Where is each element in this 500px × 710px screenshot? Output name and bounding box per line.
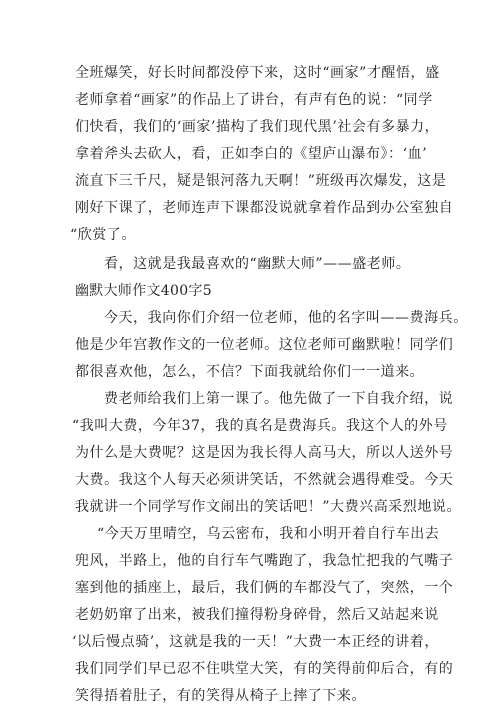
- text-line: 我就讲一个同学写作文闹出的笑话吧！”大费兴高采烈地说。: [75, 499, 462, 515]
- text-line: 们快看，我们的‘画家’描构了我们现代黑’社会有多暴力，: [75, 119, 440, 135]
- text-line: 刚好下课了，老师连声下课都没说就拿着作品到办公室独自: [75, 200, 454, 216]
- text-line: 老师拿着“画家”的作品上了讲台，有声有色的说：“同学: [75, 92, 433, 108]
- text-line: “今天万里晴空，乌云密布，我和小明开着自行车出去: [97, 526, 440, 542]
- text-line: 我们同学们早已忍不住哄堂大笑，有的笑得前仰后合，有的: [75, 661, 454, 677]
- text-line: 为什么是大费呢？这是因为我长得人高马大，所以人送外号: [75, 445, 454, 461]
- text-line: ‘以后慢点骑’，这就是我的一天！”大费一本正经的讲着，: [72, 634, 439, 650]
- text-line: 老奶奶窜了出来，被我们撞得粉身碎骨，然后又站起来说: [75, 607, 439, 623]
- text-line: 费老师给我们上第一课了。他先做了一下自我介绍，说: [104, 391, 454, 407]
- text-line: 塞到他的插座上，最后，我们俩的车都没气了，突然，一个: [75, 580, 454, 596]
- text-line: 今天，我向你们介绍一位老师，他的名字叫——费海兵。: [104, 310, 468, 326]
- text-line: 大费。我这个人每天必须讲笑话，不然就会遇得难受。今天: [75, 472, 454, 488]
- section-heading: 幽默大师作文400字5: [75, 283, 212, 299]
- text-line: 都很喜欢他，怎么，不信？下面我就给你们一一道来。: [75, 364, 425, 380]
- text-line: “欣赏了。: [70, 227, 136, 243]
- text-line: 笑得捂着肚子，有的笑得从椅子上摔了下来。: [75, 688, 366, 704]
- text-line: 全班爆笑，好长时间都没停下来，这时“画家”才醒悟，盛: [75, 65, 440, 81]
- text-line: 他是少年宫教作文的一位老师。这位老师可幽默啦！同学们: [75, 337, 454, 353]
- text-line: 兜风，半路上，他的自行车气嘴跑了，我急忙把我的气嘴子: [75, 553, 454, 569]
- text-line: “我叫大费，今年37，我的真名是费海兵。我这个人的外号: [72, 418, 448, 434]
- text-line: 流直下三千尺，疑是银河落九天啊！”班级再次爆发，这是: [75, 173, 447, 189]
- text-line: 拿着斧头去砍人，看，正如李白的《望庐山瀑布》：‘血’: [75, 146, 428, 162]
- text-line: 看，这就是我最喜欢的“幽默大师”——盛老师。: [104, 256, 411, 272]
